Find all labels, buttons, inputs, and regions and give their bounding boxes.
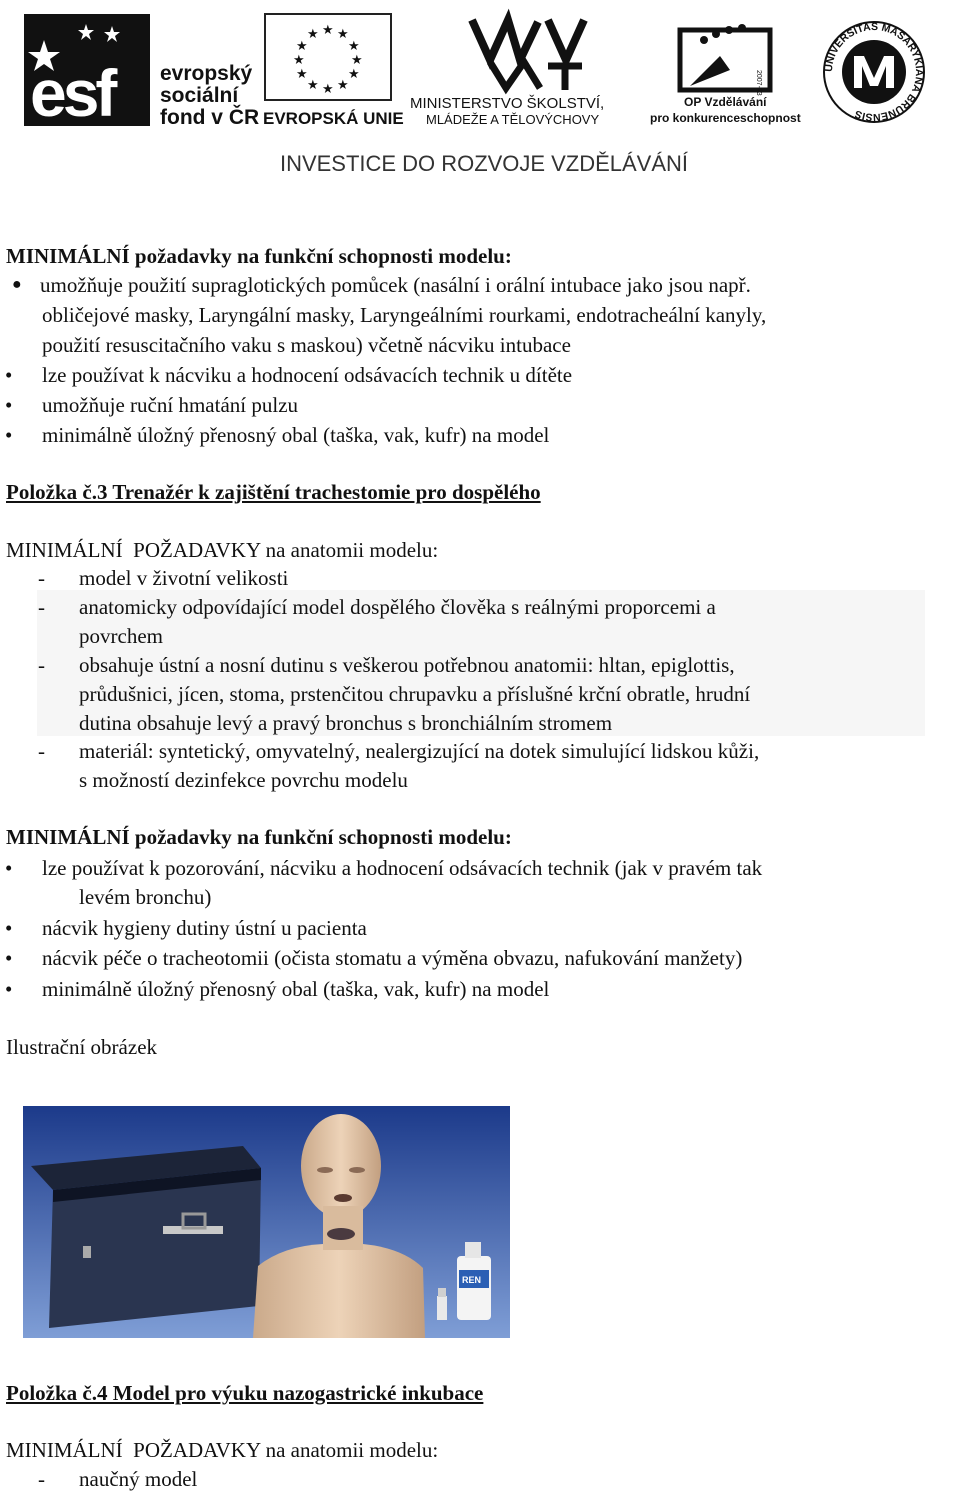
item-line: minimálně úložný přenosný obal (taška, vak, kufr) na model [42,977,550,1001]
msmt-line2: MLÁDEŽE A TĚLOVÝCHOVY [426,112,600,127]
trainer-illustration [23,1106,510,1338]
item-line: minimálně úložný přenosný obal (taška, vak, kufr) na model [42,423,550,447]
item3-function-heading: MINIMÁLNÍ požadavky na funkční schopnosti modelu: [6,825,512,849]
bottle-label: REN [462,1275,482,1285]
heading-upper: MINIMÁLNÍ POŽADAVKY [6,1438,261,1462]
bullet: • [5,946,13,970]
op-logo [650,24,801,125]
item-line: naučný model [79,1467,198,1491]
item-line: umožňuje ruční hmatání pulzu [42,393,299,417]
svg-text:★: ★ [293,53,305,68]
item-line: model v životní velikosti [79,566,289,590]
illustration-photo [23,1106,510,1338]
item-line: levém bronchu) [79,885,212,909]
illustration-label: Ilustrační obrázek [6,1035,158,1059]
svg-text:★: ★ [337,78,349,93]
logos-svg [0,0,960,205]
svg-text:★: ★ [296,39,308,54]
dash: - [38,739,45,763]
esf-line3: fond v ČR [160,106,260,129]
heading-upper: MINIMÁLNÍ POŽADAVKY [6,538,261,562]
dash: - [38,653,45,677]
svg-text:★: ★ [348,67,360,82]
item-line: povrchem [79,624,163,648]
carry-case [31,1146,261,1328]
svg-text:★: ★ [348,39,360,54]
item-line: obsahuje ústní a nosní dutinu s veškerou potřebnou anatomii: hltan, epiglottis, [79,653,735,677]
svg-text:★: ★ [322,23,334,38]
svg-text:★: ★ [296,67,308,82]
item3-title: Položka č.3 Trenažér k zajištění trachestomie pro dospělého [6,480,541,504]
heading-rest: na anatomii modelu: [265,1438,439,1462]
op-years: 2007-13 [755,70,762,96]
bullet: • [5,977,13,1001]
msmt-logo [410,20,604,127]
eu-label: EVROPSKÁ UNIE [263,109,404,128]
svg-text:★: ★ [322,82,334,97]
dash: - [38,566,45,590]
item3-anatomy-heading [6,535,438,565]
item-line: s možností dezinfekce povrchu modelu [79,768,408,792]
bullet: • [5,363,13,387]
item4-title: Položka č.4 Model pro výuku nazogastrické inkubace [6,1381,484,1405]
eu-logo [263,14,404,128]
bullet: • [5,393,13,417]
esf-line2: sociální [160,84,239,107]
mu-logo [823,21,925,123]
dash: - [38,1467,45,1491]
svg-text:★: ★ [307,78,319,93]
bullet: • [5,856,13,880]
dash: - [38,595,45,619]
item-line: materiál: syntetický, omyvatelný, nealergizující na dotek simulující lidskou kůži, [79,739,760,763]
svg-text:★: ★ [307,27,319,42]
item-line: lze používat k nácviku a hodnocení odsávacích technik u dítěte [42,363,573,387]
item4-anatomy-heading [6,1435,438,1465]
op-line2: pro konkurenceschopnost [650,111,801,125]
item-line: lze používat k pozorování, nácviku a hodnocení odsávacích technik (jak v pravém tak [42,856,763,880]
esf-logo [24,14,259,130]
svg-text:esf: esf [30,56,114,130]
item-line: nácvik hygieny dutiny ústní u pacienta [42,916,367,940]
svg-text:★: ★ [337,27,349,42]
item-line: nácvik péče o tracheotomii (očista stomatu a výměna obvazu, nafukování manžety) [42,946,743,970]
item-line: dutina obsahuje levý a pravý bronchus s bronchiálním stromem [79,711,613,735]
header-logos [0,0,960,205]
svg-text:★: ★ [351,53,363,68]
mu-ring-text: UNIVERSITAS MASARYKIANA BRUNENSIS [822,20,926,124]
op-line1: OP Vzdělávání [684,95,767,109]
item-line: použití resuscitačního vaku s maskou) včetně nácviku intubace [42,333,571,357]
bullet: ● [12,276,22,293]
bullet: • [5,423,13,447]
section1-heading: MINIMÁLNÍ požadavky na funkční schopnosti modelu: [6,244,512,268]
item-line: umožňuje použití supraglotických pomůcek (nasální i orální intubace jako jsou např. [40,273,751,297]
msmt-line1: MINISTERSTVO ŠKOLSTVÍ, [410,95,605,112]
item-line: anatomicky odpovídající model dospělého člověka s reálnými proporcemi a [79,595,716,619]
esf-line1: evropský [160,62,253,85]
bullet: • [5,916,13,940]
header-tagline: INVESTICE DO ROZVOJE VZDĚLÁVÁNÍ [280,151,688,176]
heading-rest: na anatomii modelu: [265,538,439,562]
item-line: průdušnici, jícen, stoma, prstenčitou chrupavku a příslušné krční obratle, hrudní [79,682,751,706]
item-line: obličejové masky, Laryngální masky, Laryngeálními rourkami, endotracheální kanyly, [42,303,767,327]
